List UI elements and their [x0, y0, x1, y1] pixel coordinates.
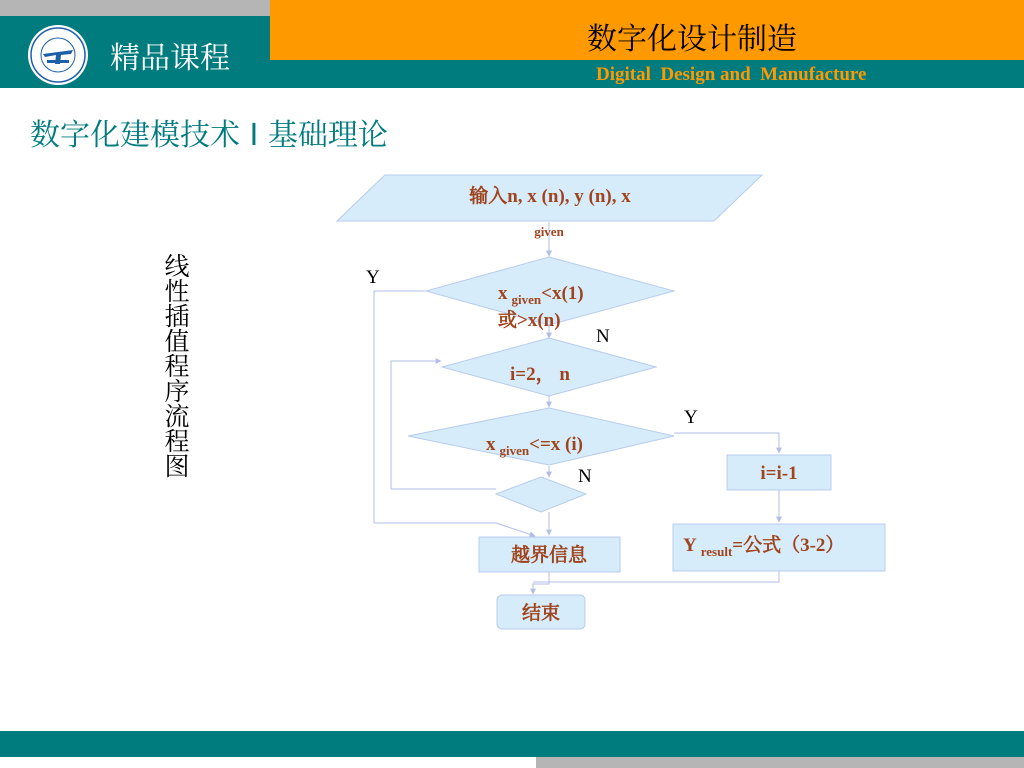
footer-teal-band — [0, 731, 1024, 757]
label-no-1: N — [596, 326, 610, 347]
course-main-title: 数字化设计制造 — [587, 22, 797, 57]
label-yes-2: Y — [684, 407, 698, 428]
out-of-range-text: 越界信息 — [510, 545, 588, 566]
flowchart-vertical-title: 线性插值程序流程图 — [161, 253, 190, 478]
arrow-out-of-range-to-end — [533, 572, 549, 594]
label-yes-1: Y — [366, 267, 380, 288]
footer-gray-strip — [536, 757, 1024, 768]
result-text: Y $_{result}$=公式（3-2） — [683, 535, 845, 559]
decision1-text-line2: 或>x(n) — [498, 310, 561, 331]
decision1-text: x $_{given}$<x(1) — [498, 283, 584, 307]
init-text: i=2， n — [510, 364, 570, 385]
input-text: 输入n, x (n), y (n), x — [469, 186, 631, 207]
decrement-text: i=i-1 — [760, 463, 798, 484]
decision2-text: x $_{given}$<=x (i) — [486, 434, 583, 458]
loop-junction-diamond — [496, 477, 586, 512]
arrow-result-to-end — [533, 571, 779, 582]
label-no-2: N — [578, 466, 592, 487]
end-text: 结束 — [521, 603, 561, 624]
arrow-decision2-yes — [674, 433, 779, 453]
page-title: 数字化建模技术 I 基础理论 — [30, 118, 388, 153]
course-label: 精品课程 — [110, 41, 230, 76]
course-english-title: Digital Design and Manufacture — [596, 64, 867, 85]
input-subscript: given — [534, 224, 564, 239]
